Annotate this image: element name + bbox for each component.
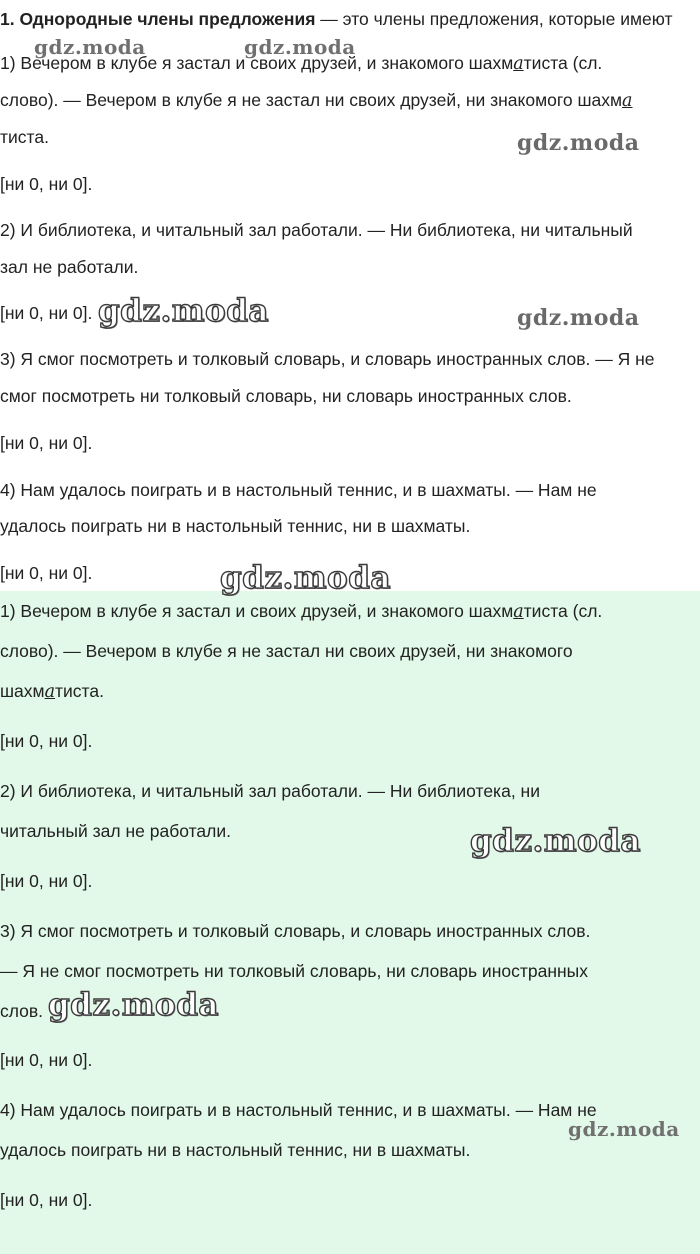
block1-scheme4: [ни 0, ни 0].	[0, 563, 93, 583]
block1-p1-line1-pre: 1) Вечером в клубе я застал и своих друзей, и знакомого шахм	[0, 53, 514, 73]
block2-p3-line2: — Я не смог посмотреть ни толковый словарь, ни словарь иностранных	[0, 961, 588, 981]
block2-p1-line1-accent: а	[513, 602, 524, 622]
block2-p4-line1: 4) Нам удалось поиграть и в настольный теннис, и в шахматы. — Нам не	[0, 1100, 597, 1120]
block2-scheme2: [ни 0, ни 0].	[0, 871, 93, 891]
block2-p2-line2: читальный зал не работали.	[0, 821, 231, 841]
block1-scheme3: [ни 0, ни 0].	[0, 433, 93, 453]
block1-scheme2: [ни 0, ни 0].	[0, 303, 93, 323]
block2-p1-line1-post: тиста (сл.	[523, 601, 603, 621]
watermark: gdz.moda	[517, 305, 640, 331]
block2-p3-line3: слов.	[0, 1001, 44, 1021]
block2-scheme3: [ни 0, ни 0].	[0, 1050, 93, 1070]
block2-p1-line3-accent: а	[44, 682, 55, 702]
watermark: gdz.moda	[34, 35, 146, 59]
block2-p1-line2: слово). — Вечером в клубе я не застал ни своих друзей, ни знакомого	[0, 641, 573, 661]
block2-p1-line3	[0, 680, 104, 703]
block1-p3-line2: смог посмотреть ни толковый словарь, ни словарь иностранных слов.	[0, 386, 572, 406]
block1-p1-line3: тиста.	[0, 127, 49, 147]
block2-p3-line1: 3) Я смог посмотреть и толковый словарь, и словарь иностранных слов.	[0, 921, 591, 941]
block2-p1-line1	[0, 600, 602, 623]
watermark: gdz.moda	[48, 987, 219, 1023]
block1-p1-line1-accent: а	[513, 54, 524, 74]
task-title-rest: — это члены предложения, которые имеют	[315, 9, 673, 29]
watermark: gdz.moda	[470, 823, 641, 859]
watermark: gdz.moda	[98, 293, 269, 329]
block2-p1-line1-pre: 1) Вечером в клубе я застал и своих друзей, и знакомого шахм	[0, 601, 514, 621]
watermark: gdz.moda	[220, 560, 391, 596]
block2-p1-line3-pre: шахм	[0, 681, 45, 701]
block1-p1-line1-post: тиста (сл.	[523, 53, 603, 73]
block1-scheme1: [ни 0, ни 0].	[0, 174, 93, 194]
block1-p4-line1: 4) Нам удалось поиграть и в настольный теннис, и в шахматы. — Нам не	[0, 480, 597, 500]
block1-p2-line2: зал не работали.	[0, 257, 139, 277]
block2-p4-line2: удалось поиграть ни в настольный теннис, ни в шахматы.	[0, 1140, 471, 1160]
block1-p1-line2-pre: слово). — Вечером в клубе я не застал ни своих друзей, ни знакомого шахм	[0, 90, 623, 110]
block2-scheme1: [ни 0, ни 0].	[0, 731, 93, 751]
block1-p4-line2: удалось поиграть ни в настольный теннис, ни в шахматы.	[0, 516, 471, 536]
block1-p1-line2-accent: а	[622, 91, 633, 111]
block2-p1-line3-post: тиста.	[55, 681, 104, 701]
task-title	[0, 8, 673, 30]
block2-p2-line1: 2) И библиотека, и читальный зал работали. — Ни библиотека, ни	[0, 781, 540, 801]
watermark: gdz.moda	[517, 130, 640, 156]
block1-p2-line1: 2) И библиотека, и читальный зал работали. — Ни библиотека, ни читальный	[0, 220, 633, 240]
watermark: gdz.moda	[568, 1117, 680, 1141]
block1-p3-line1: 3) Я смог посмотреть и толковый словарь, и словарь иностранных слов. — Я не	[0, 349, 655, 369]
task-title-bold: 1. Однородные члены предложения	[0, 9, 316, 29]
watermark: gdz.moda	[244, 35, 356, 59]
block1-p1-line2	[0, 89, 632, 112]
block2-scheme4: [ни 0, ни 0].	[0, 1190, 93, 1210]
